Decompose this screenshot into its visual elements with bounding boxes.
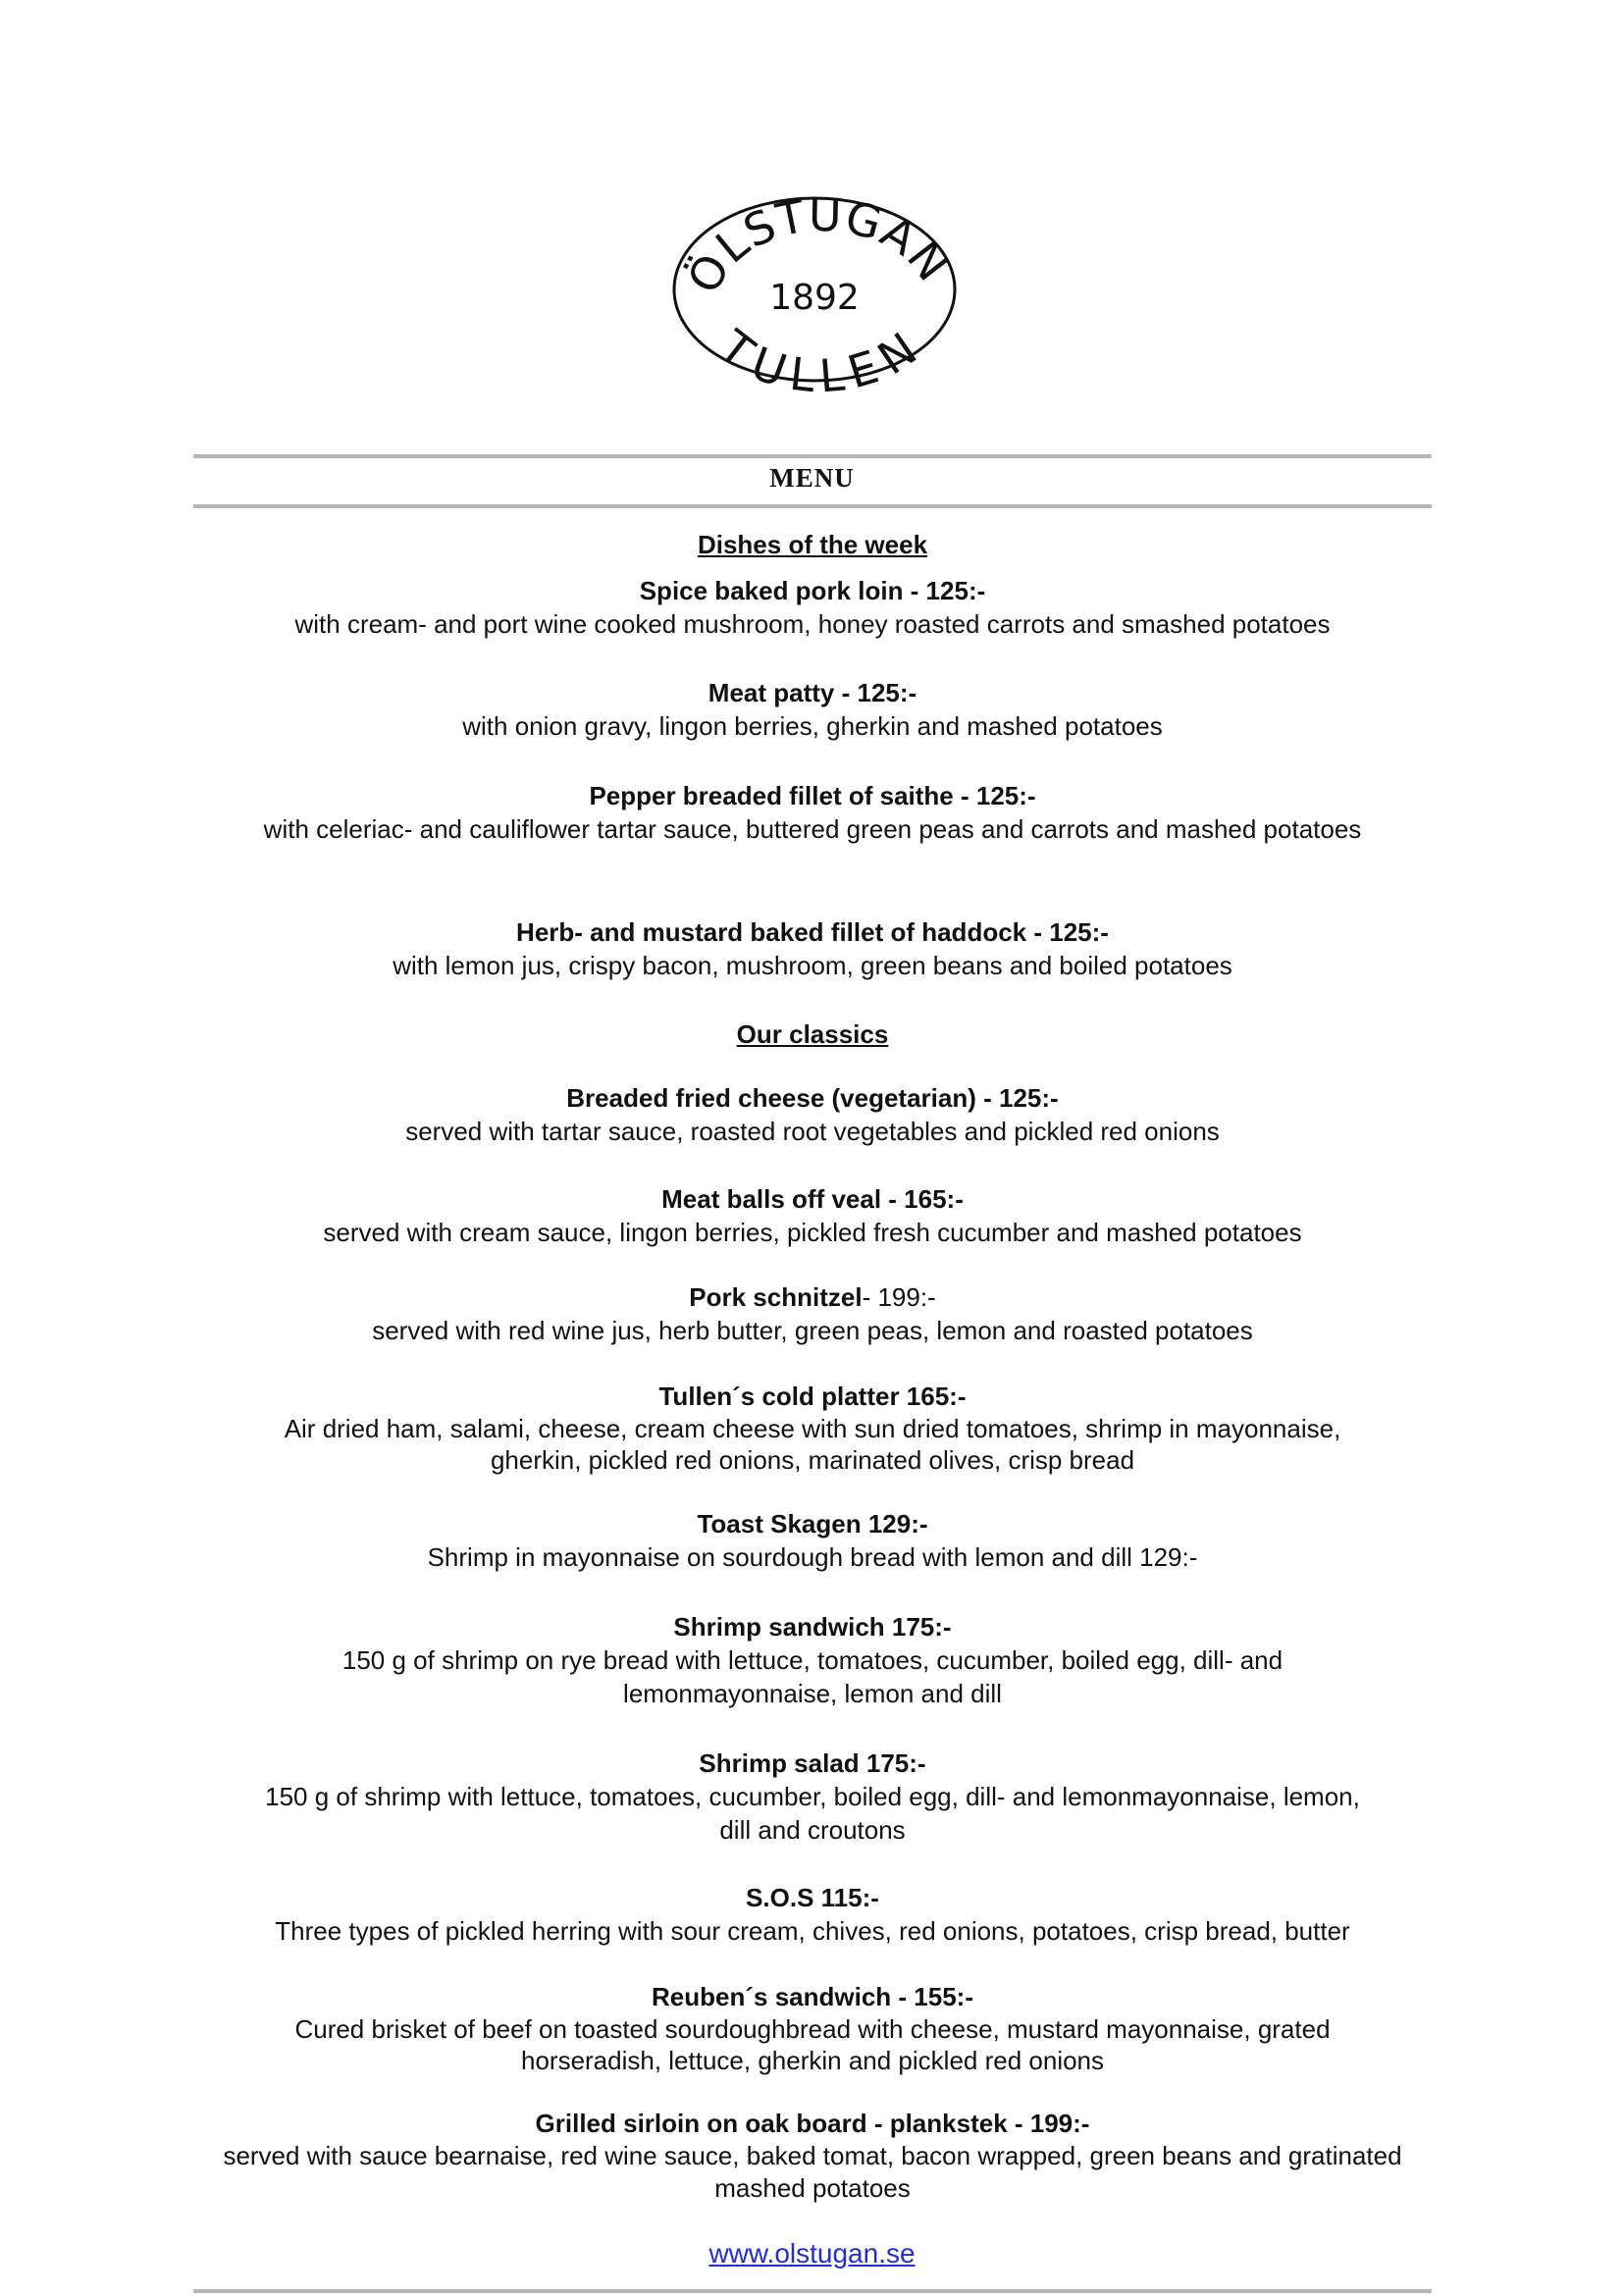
dish-description: with celeriac- and cauliflower tartar sauce, buttered green peas and carrots and mashed potatoes: [263, 814, 1362, 844]
dish-item: [193, 1980, 1432, 2076]
dish-name: Tullen´s cold platter 165:-: [658, 1382, 967, 1411]
section-heading-our-classics: Our classics: [736, 1019, 889, 1049]
dish-description: served with sauce bearnaise, red wine sauce, baked tomat, bacon wrapped, green beans and gratinated mashed potatoes: [223, 2141, 1402, 2203]
top-divider: [193, 454, 1432, 458]
dish-name: Meat patty - 125:-: [707, 678, 917, 707]
menu-title: MENU: [769, 463, 855, 493]
dish-name: [193, 1280, 1432, 1314]
dish-name: Spice baked pork loin - 125:-: [639, 576, 986, 605]
dish-description: Cured brisket of beef on toasted sourdoughbread with cheese, mustard mayonnaise, grated horseradish, lettuce, gherkin and pickled red onions: [294, 2014, 1331, 2075]
logo-bottom-text: TULLEN: [709, 319, 927, 392]
dish-item: [193, 779, 1432, 846]
dish-description: 150 g of shrimp on rye bread with lettuce, tomatoes, cucumber, boiled egg, dill- and lemonmayonnaise, lemon and dill: [341, 1645, 1283, 1708]
dish-item: [193, 1881, 1432, 1948]
dish-description: with onion gravy, lingon berries, gherkin and mashed potatoes: [462, 711, 1163, 741]
dish-description: with cream- and port wine cooked mushroom, honey roasted carrots and smashed potatoes: [294, 609, 1331, 639]
dish-name: S.O.S 115:-: [746, 1883, 879, 1912]
dish-description: 150 g of shrimp with lettuce, tomatoes, cucumber, boiled egg, dill- and lemonmayonnaise, lemon, dill and croutons: [265, 1782, 1360, 1845]
dish-item: [193, 574, 1432, 641]
dish-item: [193, 915, 1432, 982]
dish-item: [193, 1610, 1432, 1710]
dish-description: served with tartar sauce, roasted root vegetables and pickled red onions: [405, 1117, 1220, 1146]
dish-name: Pepper breaded fillet of saithe - 125:-: [589, 781, 1036, 810]
dish-description: Shrimp in mayonnaise on sourdough bread with lemon and dill 129:-: [427, 1542, 1198, 1572]
logo-year: 1892: [769, 278, 860, 318]
dish-description: with lemon jus, crispy bacon, mushroom, green beans and boiled potatoes: [393, 951, 1232, 980]
dish-name: Reuben´s sandwich - 155:-: [652, 1982, 973, 2011]
dish-item: [193, 1182, 1432, 1249]
dish-description: served with red wine jus, herb butter, green peas, lemon and roasted potatoes: [372, 1316, 1253, 1345]
dish-description: served with cream sauce, lingon berries, pickled fresh cucumber and mashed potatoes: [323, 1218, 1302, 1247]
section-heading-dishes-of-the-week: Dishes of the week: [697, 530, 928, 559]
dish-name: Breaded fried cheese (vegetarian) - 125:-: [566, 1083, 1059, 1113]
dish-item: [193, 1747, 1432, 1847]
dish-name: Shrimp sandwich 175:-: [673, 1612, 952, 1642]
dish-item: [193, 1507, 1432, 1574]
dish-name: Grilled sirloin on oak board - plankstek - 199:-: [535, 2109, 1090, 2138]
website-link[interactable]: www.olstugan.se: [708, 2238, 916, 2269]
dish-name: Herb- and mustard baked fillet of haddock - 125:-: [516, 917, 1109, 947]
menu-title-divider: [193, 504, 1432, 508]
dish-item: [193, 1380, 1432, 1476]
dish-name: Meat balls off veal - 165:-: [661, 1184, 964, 1214]
olstugan-tullen-logo: [667, 186, 962, 392]
dish-item: [193, 676, 1432, 743]
dish-name-bold: Pork schnitzel: [689, 1282, 863, 1312]
dish-description: Three types of pickled herring with sour cream, chives, red onions, potatoes, crisp bread, butter: [275, 1916, 1350, 1946]
dish-item: [193, 2107, 1432, 2205]
dish-name: Shrimp salad 175:-: [699, 1748, 926, 1778]
dish-item: [193, 1081, 1432, 1148]
dish-price: - 199:-: [862, 1282, 936, 1312]
dish-name: Toast Skagen 129:-: [697, 1509, 928, 1539]
dish-description: Air dried ham, salami, cheese, cream cheese with sun dried tomatoes, shrimp in mayonnaise, gherkin, pickled red onions, marinated olives, crisp bread: [284, 1414, 1341, 1475]
dish-item: [193, 1280, 1432, 1347]
logo-top-text: ÖLSTUGAN: [676, 187, 961, 302]
bottom-divider: [193, 2289, 1432, 2293]
